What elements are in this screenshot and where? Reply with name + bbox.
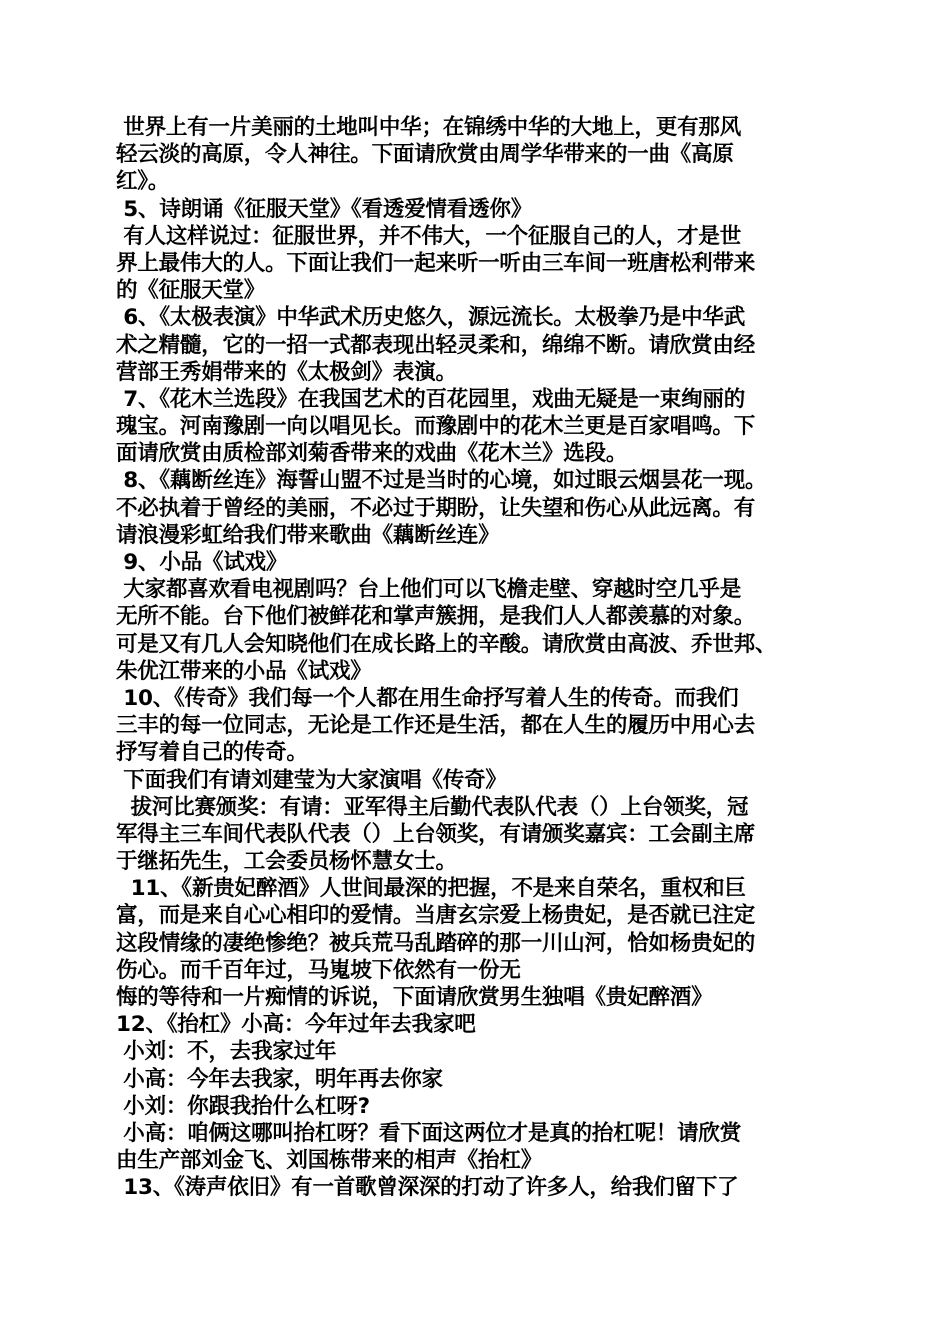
text-line: 术之精髓，它的一招一式都表现出轻灵柔和，绵绵不断。请欣赏由经: [116, 332, 756, 358]
text-line: 无所不能。台下他们被鲜花和掌声簇拥，是我们人人都羡慕的对象。: [116, 604, 756, 630]
text-line: 由生产部刘金飞、刘国栋带来的相声《抬杠》: [116, 1148, 543, 1174]
text-line: 小刘：你跟我抬什么杠呀?: [116, 1093, 370, 1119]
text-line: 瑰宝。河南豫剧一向以唱见长。而豫剧中的花木兰更是百家唱鸣。下: [116, 414, 756, 440]
text-line: 轻云淡的高原，令人神往。下面请欣赏由周学华带来的一曲《高原: [116, 142, 734, 168]
text-line: 小高：咱俩这哪叫抬杠呀？看下面这两位才是真的抬杠呢！请欣赏: [116, 1120, 741, 1146]
text-line: 营部王秀娟带来的《太极剑》表演。: [116, 359, 457, 385]
text-line: 不必执着于曾经的美丽，不必过于期盼，让失望和伤心从此远离。有: [116, 495, 756, 521]
text-line: 有人这样说过：征服世界，并不伟大，一个征服自己的人，才是世: [116, 223, 741, 249]
text-line: 于继拓先生，工会委员杨怀慧女士。: [116, 849, 457, 875]
text-line: 请浪漫彩虹给我们带来歌曲《藕断丝连》: [116, 522, 500, 548]
text-line: 这段情缘的凄绝惨绝？被兵荒马乱踏碎的那一川山河，恰如杨贵妃的: [116, 930, 756, 956]
text-line: 大家都喜欢看电视剧吗？台上他们可以飞檐走壁、穿越时空几乎是: [116, 577, 741, 603]
text-line: 8、《藕断丝连》海誓山盟不过是当时的心境，如过眼云烟昙花一现。: [116, 468, 767, 494]
text-line: 11、《新贵妃醉酒》人世间最深的把握，不是来自荣名，重权和巨: [116, 876, 746, 902]
text-line: 小高：今年去我家，明年再去你家: [116, 1066, 443, 1092]
text-line: 5、诗朗诵《征服天堂》《看透爱情看透你》: [116, 196, 532, 222]
text-line: 10、《传奇》我们每一个人都在用生命抒写着人生的传奇。而我们: [116, 685, 739, 711]
text-line: 悔的等待和一片痴情的诉说，下面请欣赏男生独唱《贵妃醉酒》: [116, 985, 713, 1010]
text-line: 13、《涛声依旧》有一首歌曾深深的打动了许多人，给我们留下了: [116, 1175, 739, 1201]
document-body: [116, 114, 842, 1202]
text-line: 6、《太极表演》中华武术历史悠久，源远流长。太极拳乃是中华武: [116, 305, 745, 331]
text-line: 7、《花木兰选段》在我国艺术的百花园里，戏曲无疑是一束绚丽的: [116, 386, 745, 412]
text-line: 拔河比赛颁奖：有请：亚军得主后勤代表队代表（）上台领奖，冠: [116, 794, 749, 820]
text-line: 9、小品《试戏》: [116, 550, 288, 575]
text-line: 的《征服天堂》: [116, 278, 266, 304]
text-line: 抒写着自己的传奇。: [116, 740, 308, 766]
text-line: 军得主三车间代表队代表（）上台领奖，有请颁奖嘉宾：工会副主席: [116, 821, 756, 847]
text-line: 小刘：不，去我家过年: [116, 1039, 337, 1065]
text-line: 下面我们有请刘建莹为大家演唱《传奇》: [116, 767, 507, 793]
text-line: 红》。: [116, 169, 170, 195]
text-line: 伤心。而千百年过，马嵬坡下依然有一份无: [116, 957, 521, 983]
text-line: 界上最伟大的人。下面让我们一起来听一听由三车间一班唐松利带来: [116, 250, 756, 276]
text-line: 三丰的每一位同志，无论是工作还是生活，都在人生的履历中用心去: [116, 713, 756, 739]
text-line: 富，而是来自心心相印的爱情。当唐玄宗爱上杨贵妃，是否就已注定: [116, 903, 756, 929]
text-line: 可是又有几人会知晓他们在成长路上的辛酸。请欣赏由高波、乔世邦、: [116, 631, 777, 657]
text-line: 世界上有一片美丽的土地叫中华；在锦绣中华的大地上，更有那风: [116, 115, 741, 140]
text-line: 12、《抬杠》小高：今年过年去我家吧: [116, 1012, 476, 1038]
text-line: 朱优江带来的小品《试戏》: [116, 658, 372, 684]
text-line: 面请欣赏由质检部刘菊香带来的戏曲《花木兰》选段。: [116, 441, 628, 467]
